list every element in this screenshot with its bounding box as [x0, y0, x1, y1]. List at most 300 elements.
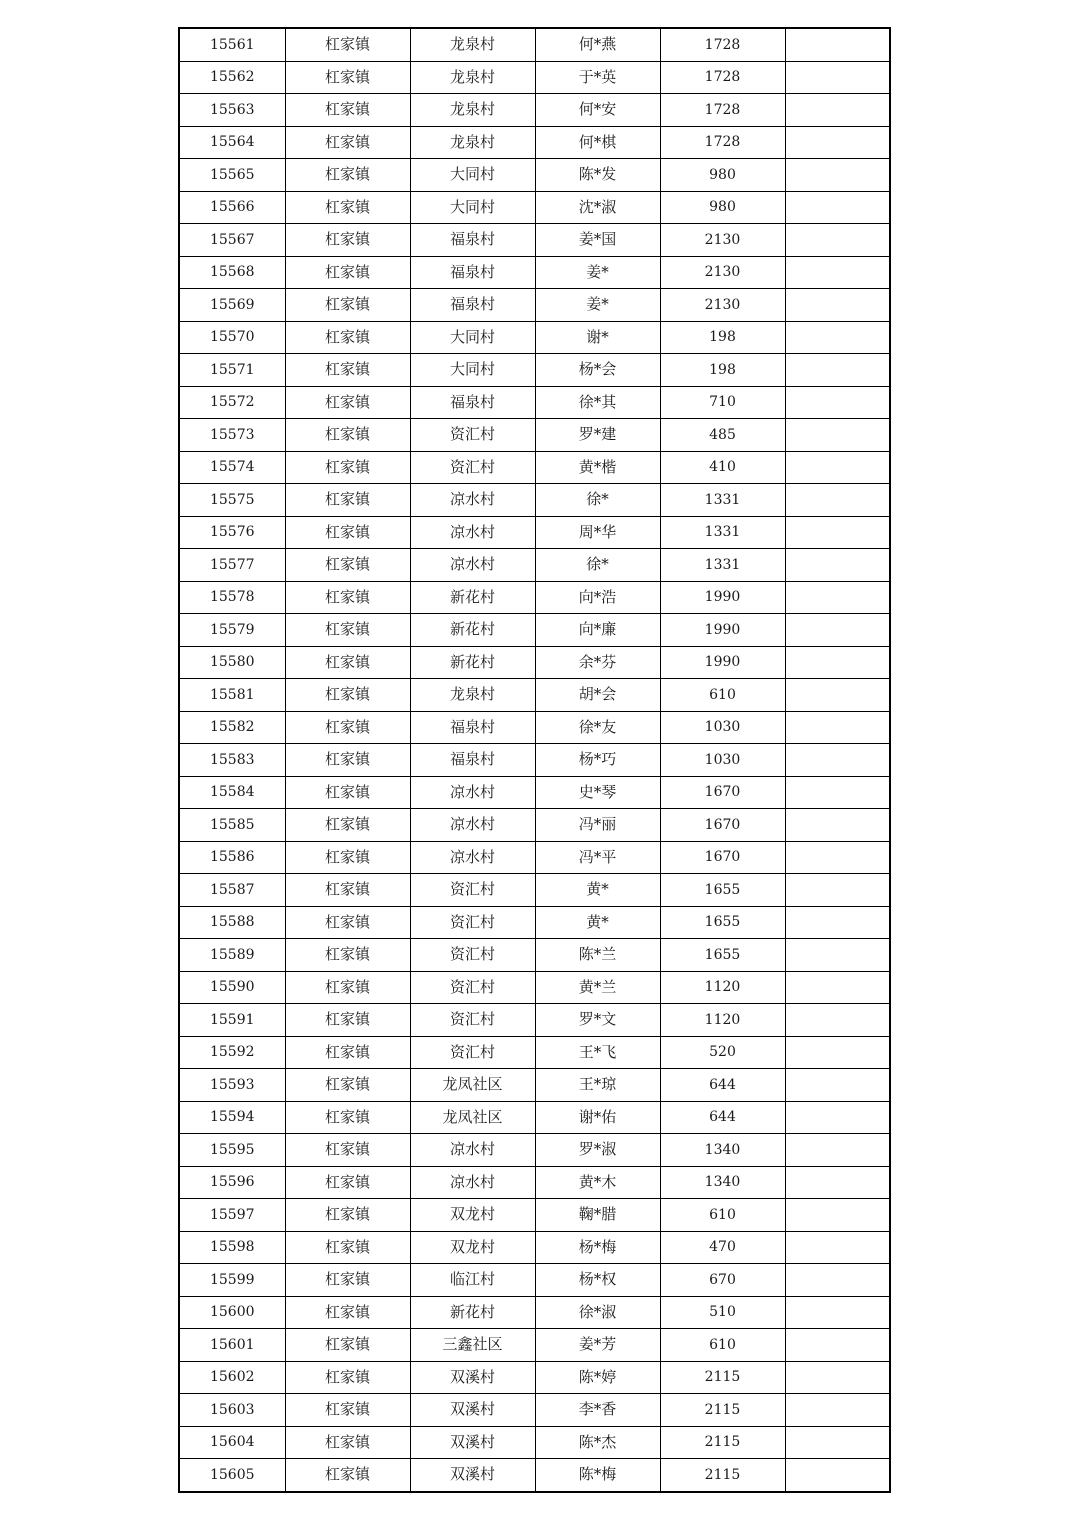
cell-note	[785, 1296, 890, 1329]
cell-note	[785, 1459, 890, 1492]
cell-serial-number: 15589	[179, 939, 285, 972]
cell-person-name: 冯*丽	[535, 809, 660, 842]
cell-note	[785, 1134, 890, 1167]
cell-serial-number: 15584	[179, 776, 285, 809]
table-row	[179, 1069, 890, 1102]
cell-person-name: 杨*梅	[535, 1231, 660, 1264]
cell-person-name: 何*棋	[535, 126, 660, 159]
cell-note	[785, 1361, 890, 1394]
cell-village: 龙凤社区	[410, 1101, 535, 1134]
cell-serial-number: 15574	[179, 451, 285, 484]
cell-note	[785, 939, 890, 972]
cell-village: 新花村	[410, 581, 535, 614]
table-row	[179, 939, 890, 972]
cell-amount: 1331	[660, 516, 785, 549]
cell-serial-number: 15564	[179, 126, 285, 159]
cell-amount: 2130	[660, 256, 785, 289]
cell-town: 杠家镇	[285, 28, 410, 61]
table-row	[179, 711, 890, 744]
cell-village: 双溪村	[410, 1361, 535, 1394]
table-body	[179, 28, 890, 1492]
cell-town: 杠家镇	[285, 1134, 410, 1167]
cell-town: 杠家镇	[285, 614, 410, 647]
cell-town: 杠家镇	[285, 1069, 410, 1102]
table-row	[179, 1426, 890, 1459]
cell-serial-number: 15592	[179, 1036, 285, 1069]
cell-person-name: 何*燕	[535, 28, 660, 61]
cell-note	[785, 386, 890, 419]
cell-serial-number: 15565	[179, 159, 285, 192]
cell-amount: 1030	[660, 744, 785, 777]
table-row	[179, 224, 890, 257]
cell-town: 杠家镇	[285, 191, 410, 224]
cell-serial-number: 15576	[179, 516, 285, 549]
cell-person-name: 黄*楷	[535, 451, 660, 484]
cell-serial-number: 15588	[179, 906, 285, 939]
cell-amount: 1728	[660, 61, 785, 94]
cell-town: 杠家镇	[285, 256, 410, 289]
cell-amount: 1331	[660, 484, 785, 517]
cell-town: 杠家镇	[285, 289, 410, 322]
cell-person-name: 姜*	[535, 256, 660, 289]
cell-note	[785, 1426, 890, 1459]
cell-serial-number: 15586	[179, 841, 285, 874]
cell-village: 龙泉村	[410, 61, 535, 94]
cell-serial-number: 15581	[179, 679, 285, 712]
cell-person-name: 陈*婷	[535, 1361, 660, 1394]
cell-amount: 644	[660, 1069, 785, 1102]
cell-village: 凉水村	[410, 516, 535, 549]
cell-town: 杠家镇	[285, 386, 410, 419]
cell-note	[785, 256, 890, 289]
cell-note	[785, 1166, 890, 1199]
cell-town: 杠家镇	[285, 906, 410, 939]
cell-village: 大同村	[410, 354, 535, 387]
table-row	[179, 1134, 890, 1167]
table-row	[179, 971, 890, 1004]
cell-person-name: 谢*佑	[535, 1101, 660, 1134]
cell-amount: 670	[660, 1264, 785, 1297]
cell-note	[785, 484, 890, 517]
cell-person-name: 黄*兰	[535, 971, 660, 1004]
cell-amount: 510	[660, 1296, 785, 1329]
cell-serial-number: 15575	[179, 484, 285, 517]
cell-village: 福泉村	[410, 386, 535, 419]
cell-note	[785, 191, 890, 224]
cell-serial-number: 15603	[179, 1394, 285, 1427]
cell-town: 杠家镇	[285, 1199, 410, 1232]
cell-town: 杠家镇	[285, 1264, 410, 1297]
cell-town: 杠家镇	[285, 1101, 410, 1134]
cell-note	[785, 224, 890, 257]
cell-note	[785, 711, 890, 744]
cell-village: 龙泉村	[410, 94, 535, 127]
cell-village: 福泉村	[410, 744, 535, 777]
cell-town: 杠家镇	[285, 1231, 410, 1264]
cell-person-name: 姜*	[535, 289, 660, 322]
cell-town: 杠家镇	[285, 126, 410, 159]
cell-village: 福泉村	[410, 224, 535, 257]
cell-serial-number: 15604	[179, 1426, 285, 1459]
cell-village: 福泉村	[410, 256, 535, 289]
cell-serial-number: 15605	[179, 1459, 285, 1492]
cell-serial-number: 15600	[179, 1296, 285, 1329]
table-row	[179, 1296, 890, 1329]
table-row	[179, 679, 890, 712]
cell-serial-number: 15562	[179, 61, 285, 94]
table-row	[179, 419, 890, 452]
cell-village: 资汇村	[410, 906, 535, 939]
cell-person-name: 鞠*腊	[535, 1199, 660, 1232]
cell-village: 双溪村	[410, 1459, 535, 1492]
cell-note	[785, 419, 890, 452]
cell-serial-number: 15580	[179, 646, 285, 679]
cell-person-name: 黄*木	[535, 1166, 660, 1199]
cell-village: 双龙村	[410, 1199, 535, 1232]
cell-note	[785, 1101, 890, 1134]
table-row	[179, 61, 890, 94]
table-row	[179, 549, 890, 582]
cell-village: 大同村	[410, 159, 535, 192]
cell-note	[785, 159, 890, 192]
cell-town: 杠家镇	[285, 549, 410, 582]
table-row	[179, 776, 890, 809]
cell-amount: 2130	[660, 224, 785, 257]
cell-amount: 1670	[660, 841, 785, 874]
cell-serial-number: 15601	[179, 1329, 285, 1362]
cell-amount: 2130	[660, 289, 785, 322]
cell-serial-number: 15563	[179, 94, 285, 127]
cell-town: 杠家镇	[285, 1296, 410, 1329]
table-row	[179, 354, 890, 387]
cell-serial-number: 15598	[179, 1231, 285, 1264]
cell-serial-number: 15571	[179, 354, 285, 387]
cell-serial-number: 15597	[179, 1199, 285, 1232]
table-row	[179, 1394, 890, 1427]
cell-serial-number: 15593	[179, 1069, 285, 1102]
table-row	[179, 484, 890, 517]
cell-town: 杠家镇	[285, 1459, 410, 1492]
cell-amount: 1340	[660, 1166, 785, 1199]
cell-village: 新花村	[410, 646, 535, 679]
cell-person-name: 冯*平	[535, 841, 660, 874]
cell-town: 杠家镇	[285, 1426, 410, 1459]
cell-serial-number: 15573	[179, 419, 285, 452]
cell-amount: 610	[660, 1199, 785, 1232]
cell-village: 凉水村	[410, 1134, 535, 1167]
cell-town: 杠家镇	[285, 679, 410, 712]
cell-town: 杠家镇	[285, 1361, 410, 1394]
cell-person-name: 黄*	[535, 874, 660, 907]
table-row	[179, 516, 890, 549]
table-row	[179, 126, 890, 159]
cell-amount: 1728	[660, 126, 785, 159]
cell-village: 龙泉村	[410, 126, 535, 159]
cell-person-name: 罗*淑	[535, 1134, 660, 1167]
table-row	[179, 1231, 890, 1264]
cell-person-name: 余*芬	[535, 646, 660, 679]
cell-town: 杠家镇	[285, 841, 410, 874]
cell-town: 杠家镇	[285, 1329, 410, 1362]
table-row	[179, 1361, 890, 1394]
cell-amount: 485	[660, 419, 785, 452]
cell-person-name: 罗*建	[535, 419, 660, 452]
cell-note	[785, 809, 890, 842]
cell-person-name: 徐*淑	[535, 1296, 660, 1329]
cell-serial-number: 15577	[179, 549, 285, 582]
cell-town: 杠家镇	[285, 419, 410, 452]
cell-amount: 198	[660, 321, 785, 354]
cell-town: 杠家镇	[285, 809, 410, 842]
cell-serial-number: 15591	[179, 1004, 285, 1037]
table-row	[179, 614, 890, 647]
cell-village: 新花村	[410, 1296, 535, 1329]
cell-person-name: 徐*其	[535, 386, 660, 419]
cell-serial-number: 15582	[179, 711, 285, 744]
table-row	[179, 646, 890, 679]
cell-person-name: 史*琴	[535, 776, 660, 809]
cell-amount: 1655	[660, 906, 785, 939]
table-row	[179, 809, 890, 842]
table-row	[179, 321, 890, 354]
cell-serial-number: 15585	[179, 809, 285, 842]
cell-village: 双溪村	[410, 1394, 535, 1427]
cell-town: 杠家镇	[285, 1036, 410, 1069]
table-row	[179, 1329, 890, 1362]
cell-amount: 1670	[660, 809, 785, 842]
cell-amount: 1728	[660, 94, 785, 127]
cell-village: 双龙村	[410, 1231, 535, 1264]
cell-amount: 1990	[660, 581, 785, 614]
cell-person-name: 杨*会	[535, 354, 660, 387]
cell-amount: 980	[660, 191, 785, 224]
cell-serial-number: 15566	[179, 191, 285, 224]
cell-amount: 980	[660, 159, 785, 192]
cell-town: 杠家镇	[285, 581, 410, 614]
cell-village: 资汇村	[410, 451, 535, 484]
table-row	[179, 451, 890, 484]
cell-note	[785, 289, 890, 322]
cell-amount: 470	[660, 1231, 785, 1264]
cell-note	[785, 61, 890, 94]
cell-person-name: 李*香	[535, 1394, 660, 1427]
cell-person-name: 何*安	[535, 94, 660, 127]
cell-amount: 1990	[660, 646, 785, 679]
cell-amount: 410	[660, 451, 785, 484]
cell-note	[785, 94, 890, 127]
cell-town: 杠家镇	[285, 451, 410, 484]
cell-village: 凉水村	[410, 776, 535, 809]
cell-amount: 1655	[660, 939, 785, 972]
cell-village: 福泉村	[410, 289, 535, 322]
cell-town: 杠家镇	[285, 354, 410, 387]
table-row	[179, 1004, 890, 1037]
table-row	[179, 1199, 890, 1232]
table-row	[179, 841, 890, 874]
cell-town: 杠家镇	[285, 61, 410, 94]
cell-serial-number: 15595	[179, 1134, 285, 1167]
cell-person-name: 黄*	[535, 906, 660, 939]
cell-person-name: 姜*芳	[535, 1329, 660, 1362]
cell-amount: 610	[660, 1329, 785, 1362]
cell-amount: 2115	[660, 1394, 785, 1427]
cell-town: 杠家镇	[285, 1004, 410, 1037]
cell-note	[785, 906, 890, 939]
cell-person-name: 王*琼	[535, 1069, 660, 1102]
cell-village: 福泉村	[410, 711, 535, 744]
cell-town: 杠家镇	[285, 971, 410, 1004]
cell-village: 凉水村	[410, 484, 535, 517]
cell-village: 凉水村	[410, 841, 535, 874]
cell-serial-number: 15561	[179, 28, 285, 61]
cell-serial-number: 15579	[179, 614, 285, 647]
cell-town: 杠家镇	[285, 94, 410, 127]
cell-amount: 2115	[660, 1459, 785, 1492]
cell-serial-number: 15572	[179, 386, 285, 419]
cell-village: 大同村	[410, 321, 535, 354]
cell-village: 双溪村	[410, 1426, 535, 1459]
cell-serial-number: 15570	[179, 321, 285, 354]
cell-note	[785, 1264, 890, 1297]
cell-note	[785, 1329, 890, 1362]
cell-person-name: 陈*杰	[535, 1426, 660, 1459]
cell-note	[785, 1036, 890, 1069]
cell-town: 杠家镇	[285, 484, 410, 517]
cell-amount: 1340	[660, 1134, 785, 1167]
table-row	[179, 256, 890, 289]
cell-note	[785, 1069, 890, 1102]
cell-serial-number: 15569	[179, 289, 285, 322]
table-row	[179, 28, 890, 61]
cell-note	[785, 841, 890, 874]
cell-amount: 710	[660, 386, 785, 419]
cell-person-name: 周*华	[535, 516, 660, 549]
cell-village: 临江村	[410, 1264, 535, 1297]
cell-town: 杠家镇	[285, 1166, 410, 1199]
cell-serial-number: 15567	[179, 224, 285, 257]
cell-amount: 2115	[660, 1361, 785, 1394]
cell-person-name: 姜*国	[535, 224, 660, 257]
cell-town: 杠家镇	[285, 939, 410, 972]
cell-amount: 644	[660, 1101, 785, 1134]
cell-note	[785, 1231, 890, 1264]
cell-note	[785, 321, 890, 354]
cell-village: 资汇村	[410, 874, 535, 907]
cell-person-name: 胡*会	[535, 679, 660, 712]
cell-person-name: 陈*兰	[535, 939, 660, 972]
table-row	[179, 906, 890, 939]
cell-serial-number: 15596	[179, 1166, 285, 1199]
cell-amount: 1670	[660, 776, 785, 809]
table-row	[179, 159, 890, 192]
cell-serial-number: 15578	[179, 581, 285, 614]
cell-village: 凉水村	[410, 809, 535, 842]
cell-serial-number: 15594	[179, 1101, 285, 1134]
cell-village: 资汇村	[410, 419, 535, 452]
cell-serial-number: 15599	[179, 1264, 285, 1297]
cell-person-name: 谢*	[535, 321, 660, 354]
cell-village: 资汇村	[410, 1036, 535, 1069]
cell-village: 凉水村	[410, 1166, 535, 1199]
table-row	[179, 191, 890, 224]
table-row	[179, 386, 890, 419]
cell-amount: 610	[660, 679, 785, 712]
cell-village: 龙泉村	[410, 679, 535, 712]
cell-note	[785, 1199, 890, 1232]
cell-note	[785, 549, 890, 582]
cell-town: 杠家镇	[285, 1394, 410, 1427]
cell-amount: 520	[660, 1036, 785, 1069]
cell-amount: 2115	[660, 1426, 785, 1459]
cell-town: 杠家镇	[285, 776, 410, 809]
cell-serial-number: 15587	[179, 874, 285, 907]
cell-note	[785, 126, 890, 159]
cell-person-name: 沈*淑	[535, 191, 660, 224]
cell-note	[785, 776, 890, 809]
cell-village: 龙泉村	[410, 28, 535, 61]
data-table	[178, 27, 891, 1493]
cell-village: 凉水村	[410, 549, 535, 582]
table-row	[179, 1166, 890, 1199]
cell-amount: 198	[660, 354, 785, 387]
cell-town: 杠家镇	[285, 224, 410, 257]
cell-town: 杠家镇	[285, 874, 410, 907]
cell-town: 杠家镇	[285, 516, 410, 549]
cell-amount: 1728	[660, 28, 785, 61]
cell-note	[785, 971, 890, 1004]
table-row	[179, 94, 890, 127]
table-row	[179, 1036, 890, 1069]
cell-person-name: 于*英	[535, 61, 660, 94]
cell-person-name: 陈*梅	[535, 1459, 660, 1492]
cell-person-name: 陈*发	[535, 159, 660, 192]
cell-person-name: 王*飞	[535, 1036, 660, 1069]
table-row	[179, 289, 890, 322]
cell-note	[785, 744, 890, 777]
cell-town: 杠家镇	[285, 646, 410, 679]
table-row	[179, 874, 890, 907]
cell-town: 杠家镇	[285, 159, 410, 192]
cell-serial-number: 15590	[179, 971, 285, 1004]
cell-note	[785, 1394, 890, 1427]
cell-town: 杠家镇	[285, 321, 410, 354]
cell-serial-number: 15568	[179, 256, 285, 289]
cell-village: 资汇村	[410, 971, 535, 1004]
table-row	[179, 1459, 890, 1492]
table-row	[179, 581, 890, 614]
cell-amount: 1655	[660, 874, 785, 907]
table-row	[179, 1264, 890, 1297]
cell-serial-number: 15602	[179, 1361, 285, 1394]
cell-amount: 1120	[660, 971, 785, 1004]
cell-village: 龙凤社区	[410, 1069, 535, 1102]
cell-person-name: 杨*权	[535, 1264, 660, 1297]
cell-person-name: 徐*	[535, 484, 660, 517]
cell-note	[785, 679, 890, 712]
cell-note	[785, 614, 890, 647]
cell-village: 资汇村	[410, 939, 535, 972]
table-row	[179, 744, 890, 777]
cell-note	[785, 1004, 890, 1037]
cell-note	[785, 354, 890, 387]
cell-person-name: 徐*	[535, 549, 660, 582]
cell-amount: 1030	[660, 711, 785, 744]
cell-note	[785, 646, 890, 679]
cell-town: 杠家镇	[285, 711, 410, 744]
cell-note	[785, 516, 890, 549]
cell-person-name: 徐*友	[535, 711, 660, 744]
cell-town: 杠家镇	[285, 744, 410, 777]
